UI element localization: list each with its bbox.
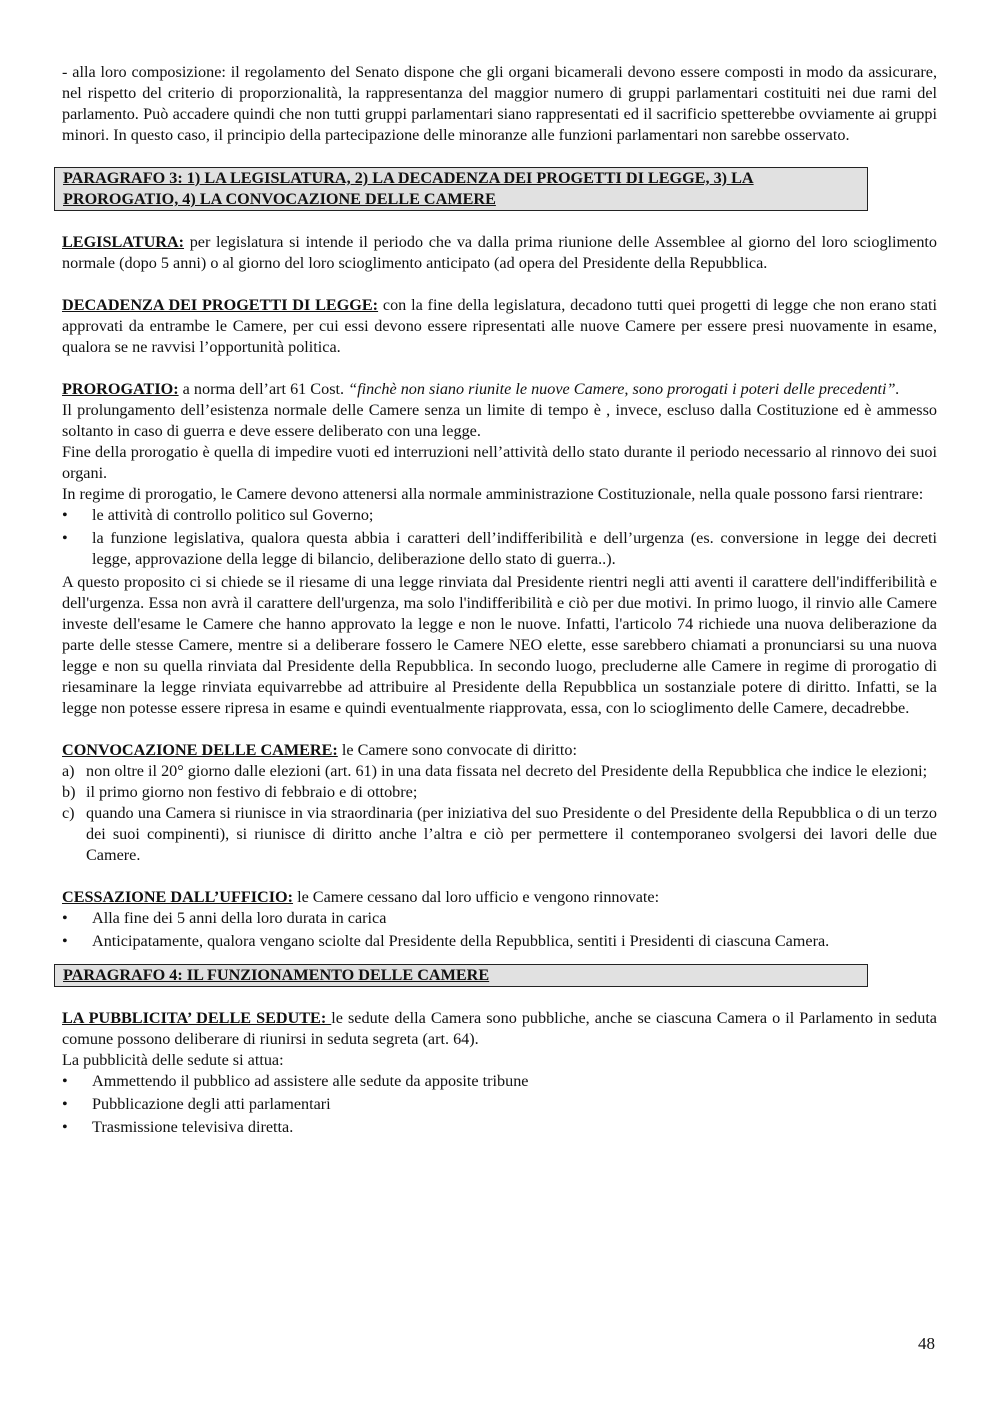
pubblicita-paragraph-1: La pubblicità delle sedute si attua: bbox=[62, 1051, 284, 1069]
pubblicita-text: le sedute della Camera sono pubbliche, anche se ciascuna Camera o il Parlamento in seduta comune possono deliberare di riunirsi in seduta segreta (art. 64). bbox=[62, 1009, 937, 1048]
bullet: • bbox=[62, 1118, 68, 1136]
bullet: • bbox=[62, 1072, 68, 1090]
cessazione-heading: CESSAZIONE DALL’UFFICIO: bbox=[62, 888, 294, 906]
cessazione-text: le Camere cessano dal loro ufficio e vengono rinnovate: bbox=[293, 888, 660, 906]
list-item bbox=[62, 1117, 937, 1138]
prorogatio-heading: PROROGATIO: bbox=[62, 380, 179, 398]
list-marker: a) bbox=[62, 762, 75, 780]
bullet: • bbox=[62, 529, 68, 547]
convocazione-list bbox=[62, 761, 937, 866]
prorogatio-text: a norma dell’art 61 Cost. bbox=[178, 380, 349, 398]
list-item-text: Anticipatamente, qualora vengano sciolte dal Presidente della Repubblica, sentiti i Presidenti di ciascuna Camera. bbox=[92, 932, 830, 950]
legislatura-paragraph bbox=[62, 232, 937, 274]
pubblicita-paragraph bbox=[62, 1008, 937, 1050]
list-item bbox=[62, 505, 937, 526]
prorogatio-paragraph-3: In regime di prorogatio, le Camere devono attenersi alla normale amministrazione Costituzionale, nella quale possono farsi rientrare: bbox=[62, 485, 924, 503]
list-item-text: la funzione legislativa, qualora questa abbia i caratteri dell’indifferibilità e dell’urgenza (es. conversione in legge dei decreti legge, approvazione della legge di bilancio, deliberazione dello stato di guerra..). bbox=[92, 529, 937, 568]
bullet: • bbox=[62, 1095, 68, 1113]
list-item-text: quando una Camera si riunisce in via straordinaria (per iniziativa del suo Presidente o del Presidente della Repubblica o di un terzo dei suoi compinenti), si riunisce di diritto anche l’altra e ciò per permettere il contemporaneo svolgersi dei lavori delle due Camere. bbox=[86, 804, 937, 864]
section-heading-line: PARAGRAFO 3: 1) LA LEGISLATURA, 2) LA DECADENZA DEI PROGETTI DI LEGGE, 3) LA bbox=[63, 169, 754, 187]
list-item bbox=[62, 782, 937, 803]
list-marker: c) bbox=[62, 804, 75, 822]
intro-paragraph: - alla loro composizione: il regolamento del Senato dispone che gli organi bicamerali devono essere composti in modo da assicurare, nel rispetto del criterio di proporzionalità, la rappresentanza del maggior numero di gruppi parlamentari costituiti nei due rami del parlamento. Può accadere quindi che non tutti gruppi parlamentari siano rappresentati ed il sacrificio spetterebbe ovviamente ai gruppi minori. In questo caso, il principio della partecipazione delle minoranze alle funzioni parlamentari non sarebbe osservato. bbox=[62, 63, 937, 144]
page-number: 48 bbox=[918, 1334, 935, 1353]
pubblicita-list bbox=[62, 1071, 937, 1138]
list-item-text: Ammettendo il pubblico ad assistere alle sedute da apposite tribune bbox=[92, 1072, 529, 1090]
section-heading-paragrafo-4 bbox=[54, 964, 868, 987]
list-item-text: Alla fine dei 5 anni della loro durata in carica bbox=[92, 909, 387, 927]
prorogatio-quote: “finchè non siano riunite le nuove Camere, sono prorogati i poteri delle precedenti”. bbox=[348, 380, 900, 398]
decadenza-paragraph bbox=[62, 295, 937, 358]
prorogatio-paragraph-1: Il prolungamento dell’esistenza normale delle Camere senza un limite di tempo è , invece, escluso dalla Costituzione ed è ammesso soltanto in caso di guerra e deve essere deliberato con una legge. bbox=[62, 401, 937, 440]
cessazione-list bbox=[62, 908, 937, 952]
list-item bbox=[62, 803, 937, 866]
pubblicita-heading: LA PUBBLICITA’ DELLE SEDUTE: bbox=[62, 1009, 332, 1027]
list-item-text: non oltre il 20° giorno dalle elezioni (art. 61) in una data fissata nel decreto del Presidente della Repubblica che indice le elezioni; bbox=[86, 762, 928, 780]
list-item bbox=[62, 1071, 937, 1092]
list-marker: b) bbox=[62, 783, 76, 801]
list-item bbox=[62, 931, 937, 952]
list-item-text: Pubblicazione degli atti parlamentari bbox=[92, 1095, 331, 1113]
list-item bbox=[62, 761, 937, 782]
prorogatio-paragraph-2: Fine della prorogatio è quella di impedire vuoti ed interruzioni nell’attività dello stato durante il periodo necessario al rinnovo dei suoi organi. bbox=[62, 443, 937, 482]
prorogatio-list bbox=[62, 505, 937, 570]
section-heading-line: PARAGRAFO 4: IL FUNZIONAMENTO DELLE CAMERE bbox=[63, 966, 490, 984]
decadenza-text: con la fine della legislatura, decadono tutti quei progetti di legge che non erano stati approvati da entrambe le Camere, per cui essi devono essere ripresentati alle nuove Camere per essere presi nuovamente in esame, qualora se ne ravvisi l’opportunità politica. bbox=[62, 296, 938, 356]
list-item-text: il primo giorno non festivo di febbraio e di ottobre; bbox=[86, 783, 418, 801]
list-item bbox=[62, 1094, 937, 1115]
convocazione-heading: CONVOCAZIONE DELLE CAMERE: bbox=[62, 741, 338, 759]
section-heading-line: PROROGATIO, 4) LA CONVOCAZIONE DELLE CAMERE bbox=[63, 190, 496, 208]
legislatura-heading: LEGISLATURA: bbox=[62, 233, 185, 251]
convocazione-text: le Camere sono convocate di diritto: bbox=[337, 741, 577, 759]
list-item-text: le attività di controllo politico sul Governo; bbox=[92, 506, 374, 524]
prorogatio-paragraph bbox=[62, 379, 937, 400]
bullet: • bbox=[62, 506, 68, 524]
document-page bbox=[62, 62, 937, 1140]
prorogatio-paragraph-4: A questo proposito ci si chiede se il riesame di una legge rinviata dal Presidente rientri negli atti aventi il carattere dell'indifferibilità e dell'urgenza. Essa non avrà il carattere dell'urgenza, ma solo l'indifferibilità e ciò per due motivi. In primo luogo, il rinvio alle Camere investe dell'esame le Camere che hanno approvato la legge e non le nuove. Infatti, l'articolo 74 richiede una nuova deliberazione da parte delle stesse Camere, mentre si a deliberare fossero le Camere NEO elette, esse sarebbero chiamati a pronunciarsi su una nuova legge e non su quella rinviata dal Presidente della Repubblica. In secondo luogo, precluderne alle Camere in regime di prorogatio di riesaminare la legge rinviata equivarrebbe ad attribuire al Presidente della Repubblica un sostanziale potere di diritto. Infatti, se la legge non potesse essere ripresa in esame e quindi eventualmente riapprovata, essa, con lo scioglimento delle Camere, decadrebbe. bbox=[62, 573, 937, 717]
legislatura-text: per legislatura si intende il periodo che va dalla prima riunione delle Assemblee al giorno del loro scioglimento normale (dopo 5 anni) o al giorno del loro scioglimento anticipato (ad opera del Presidente della Repubblica. bbox=[62, 233, 937, 272]
decadenza-heading: DECADENZA DEI PROGETTI DI LEGGE: bbox=[62, 296, 379, 314]
bullet: • bbox=[62, 909, 68, 927]
section-heading-paragrafo-3 bbox=[54, 167, 868, 211]
list-item bbox=[62, 908, 937, 929]
convocazione-paragraph bbox=[62, 740, 937, 761]
list-item bbox=[62, 528, 937, 570]
list-item-text: Trasmissione televisiva diretta. bbox=[92, 1118, 294, 1136]
bullet: • bbox=[62, 932, 68, 950]
cessazione-paragraph bbox=[62, 887, 937, 908]
